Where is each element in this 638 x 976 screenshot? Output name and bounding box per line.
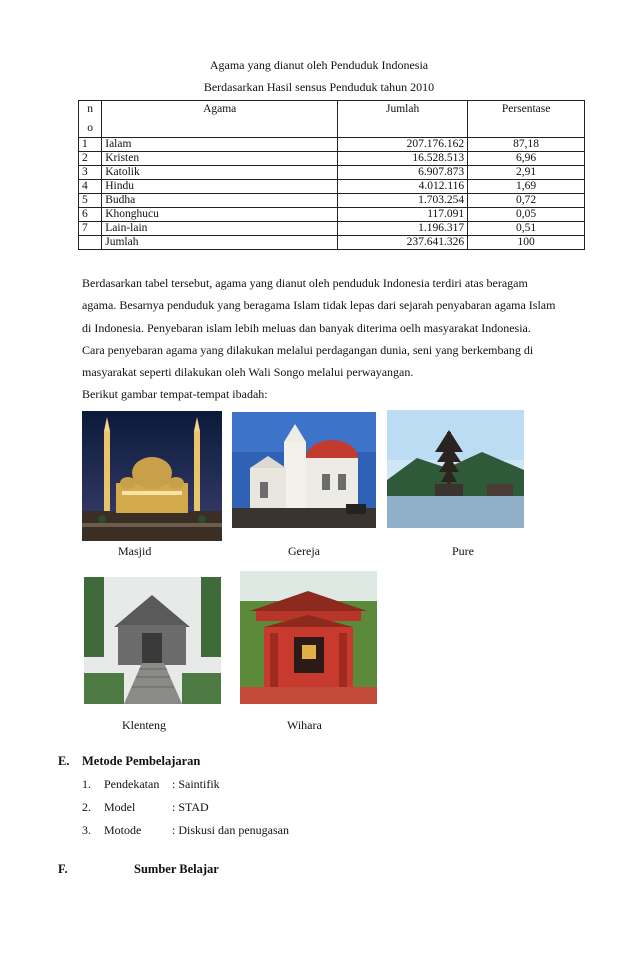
paragraph-line: Cara penyebaran agama yang dilakukan melalui perdagangan dunia, seni yang berkembang di xyxy=(82,342,534,357)
caption-wihara: Wihara xyxy=(287,718,322,732)
cell-jumlah: 207.176.162 xyxy=(338,138,468,152)
cell-jumlah: 16.528.513 xyxy=(338,152,468,166)
cell-persen: 1,69 xyxy=(468,180,585,194)
cell-agama: Ialam xyxy=(102,138,338,152)
paragraph-line: Berdasarkan tabel tersebut, agama yang dianut oleh penduduk Indonesia terdiri atas beragam xyxy=(82,276,528,290)
caption-pure: Pure xyxy=(452,544,474,558)
cell-persen: 87,18 xyxy=(468,138,585,152)
cell-persen: 0,05 xyxy=(468,208,585,222)
cell-no: 1 xyxy=(79,138,102,152)
cell-jumlah: 1.196.317 xyxy=(338,222,468,236)
table-title: Agama yang dianut oleh Penduduk Indonesia xyxy=(209,58,429,72)
cell-no: 6 xyxy=(79,208,102,222)
cell-agama: Budha xyxy=(102,194,338,208)
klenteng-photo xyxy=(84,577,221,704)
cell-no: 4 xyxy=(79,180,102,194)
header-agama: Agama xyxy=(102,101,338,138)
cell-agama: Katolik xyxy=(102,166,338,180)
caption-masjid: Masjid xyxy=(118,544,152,558)
gereja-photo xyxy=(232,412,376,528)
header-jumlah: Jumlah xyxy=(338,101,468,138)
header-persentase: Persentase xyxy=(468,101,585,138)
cell-agama: Kristen xyxy=(102,152,338,166)
table-row xyxy=(79,138,585,152)
method-value: : STAD xyxy=(172,800,209,814)
method-num: 3. xyxy=(82,823,91,837)
table-row xyxy=(79,166,585,180)
cell-jumlah: 117.091 xyxy=(338,208,468,222)
cell-jumlah: 4.012.116 xyxy=(338,180,468,194)
cell-no: 2 xyxy=(79,152,102,166)
cell-total-label: Jumlah xyxy=(102,236,338,250)
table-row xyxy=(79,152,585,166)
method-label: Motode xyxy=(104,823,142,837)
header-no: n o xyxy=(79,101,102,138)
cell-agama: Lain-lain xyxy=(102,222,338,236)
method-num: 2. xyxy=(82,800,91,814)
cell-persen: 0,51 xyxy=(468,222,585,236)
method-num: 1. xyxy=(82,777,91,791)
paragraph-line: Berikut gambar tempat-tempat ibadah: xyxy=(82,387,268,402)
cell-total-persen: 100 xyxy=(468,236,585,250)
table-row xyxy=(79,180,585,194)
cell-no: 5 xyxy=(79,194,102,208)
paragraph-line: agama. Besarnya penduduk yang beragama Islam tidak lepas dari sejarah penyabaran agama Islam xyxy=(82,298,556,313)
cell-total-jumlah: 237.641.326 xyxy=(338,236,468,250)
section-f-title: Sumber Belajar xyxy=(134,862,219,876)
table-total-row xyxy=(79,236,585,250)
body-paragraph xyxy=(82,272,602,406)
table-row xyxy=(79,208,585,222)
wihara-photo xyxy=(240,571,377,704)
cell-agama: Khonghucu xyxy=(102,208,338,222)
method-value: : Diskusi dan penugasan xyxy=(172,823,289,837)
cell-persen: 2,91 xyxy=(468,166,585,180)
paragraph-line: masyarakat seperti dilakukan oleh Wali Songo melalui perwayangan. xyxy=(82,365,414,380)
cell-jumlah: 1.703.254 xyxy=(338,194,468,208)
cell-jumlah: 6.907.873 xyxy=(338,166,468,180)
religion-table xyxy=(78,100,585,250)
cell-no: 7 xyxy=(79,222,102,236)
method-label: Model xyxy=(104,800,136,814)
cell-no: 3 xyxy=(79,166,102,180)
section-e-title: Metode Pembelajaran xyxy=(82,754,201,768)
pure-photo xyxy=(387,410,524,528)
cell-persen: 6,96 xyxy=(468,152,585,166)
caption-klenteng: Klenteng xyxy=(122,718,166,732)
section-f-letter: F. xyxy=(58,862,68,876)
caption-gereja: Gereja xyxy=(288,544,320,558)
table-row xyxy=(79,194,585,208)
table-header-row xyxy=(79,101,585,138)
table-subtitle: Berdasarkan Hasil sensus Penduduk tahun 2010 xyxy=(203,80,435,94)
paragraph-line: di Indonesia. Penyebaran islam lebih meluas dan banyak diterima oelh masyarakat Indonesia. xyxy=(82,320,531,335)
section-e-letter: E. xyxy=(58,754,70,768)
masjid-photo xyxy=(82,411,222,541)
method-value: : Saintifik xyxy=(172,777,220,791)
method-label: Pendekatan xyxy=(104,777,160,791)
cell-persen: 0,72 xyxy=(468,194,585,208)
table-row xyxy=(79,222,585,236)
cell-agama: Hindu xyxy=(102,180,338,194)
